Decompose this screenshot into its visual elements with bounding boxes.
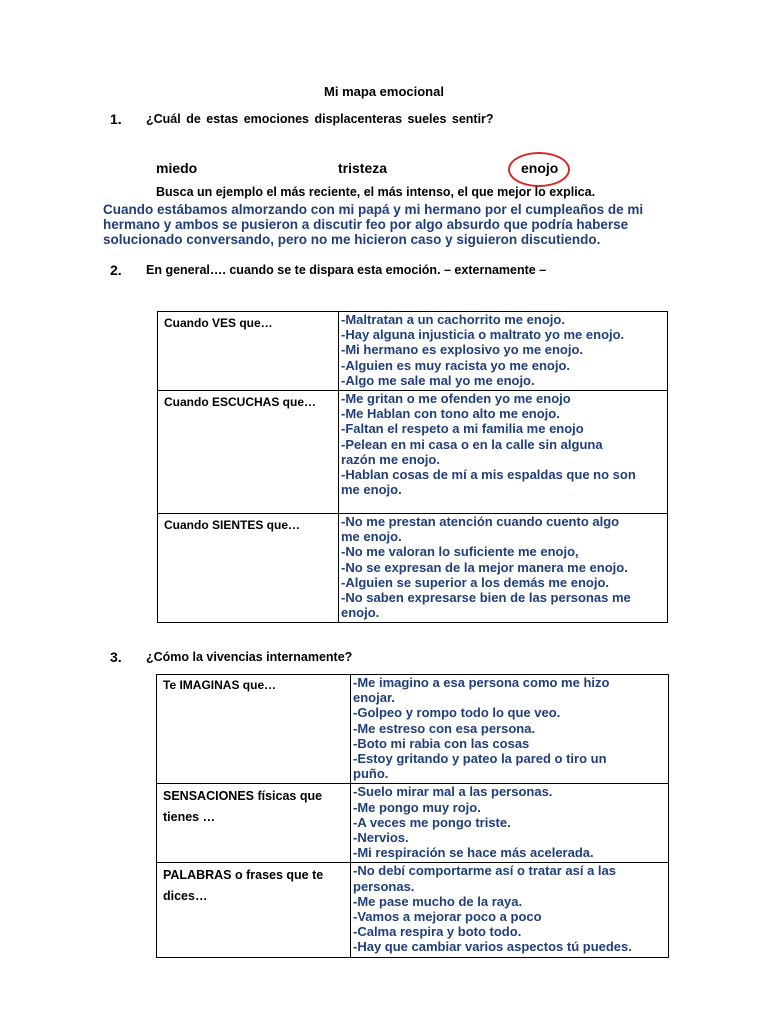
emotion-option-tristeza: tristeza [338,160,388,176]
question-1-instruction: Busca un ejemplo el más reciente, el más intenso, el que mejor lo explica. [156,185,596,199]
row-answers-ves [339,312,668,391]
answer-line: -Vamos a mejorar poco a poco [353,909,542,925]
answer-line: personas. [353,878,415,894]
row-label-line: tienes … [163,810,216,825]
answer-line: me enojo. [341,529,402,545]
answer-line: me enojo. [341,482,402,498]
emotion-option-miedo: miedo [156,160,198,176]
row-label-palabras [157,863,351,957]
question-2-text: En general…. cuando se te dispara esta emoción. – externamente – [146,263,547,277]
emotion-example-line-2: hermano y ambos se pusieron a discutir feo por algo absurdo que podría haberse [103,217,629,232]
emotion-option-enojo: enojo [521,160,559,176]
answer-line: -Me pongo muy rojo. [353,799,481,815]
answer-line: -Faltan el respeto a mi familia me enojo [341,421,584,437]
row-label-sientes: Cuando SIENTES que… [158,514,339,623]
row-answers-sensaciones [351,784,669,863]
answer-line: -Hablan cosas de mí a mis espaldas que no son [341,467,636,483]
row-label-line: SENSACIONES físicas que [163,789,323,804]
answer-line: puño. [353,766,389,782]
answer-line: -Algo me sale mal yo me enojo. [341,372,535,388]
answer-line: -Me pase mucho de la raya. [353,893,523,909]
answer-line: -A veces me pongo triste. [353,814,511,830]
row-answers-escuchas [339,391,668,514]
question-3-text: ¿Cómo la vivencias internamente? [146,650,353,664]
question-1-text: ¿Cuál de estas emociones displacenteras sueles sentir? [146,112,494,126]
answer-line: -No saben expresarse bien de las personas me [341,590,631,606]
answer-line: -Boto mi rabia con las cosas [353,735,530,751]
table-row [157,863,669,957]
answer-line: -Me imagino a esa persona como me hizo [353,675,610,690]
question-3-number: 3. [110,649,122,665]
question-1-number: 1. [110,111,122,127]
answer-line: -No se expresan de la mejor manera me enojo. [341,559,628,575]
answer-line: -Hay que cambiar varios aspectos tú puedes. [353,939,632,955]
answer-line: enojo. [341,605,380,621]
answer-line: -Alguien se superior a los demás me enojo. [341,574,610,590]
row-answers-sientes [339,514,668,623]
row-label-sensaciones [157,784,351,863]
answer-line: -Mi hermano es explosivo yo me enojo. [341,342,584,358]
row-label-line: dices… [163,889,208,904]
row-label-line: Te IMAGINAS que… [163,678,277,692]
answer-line: -Alguien es muy racista yo me enojo. [341,357,571,373]
answer-line: -Suelo mirar mal a las personas. [353,784,553,800]
row-answers-imaginas [351,675,669,784]
row-answers-palabras [351,863,669,957]
emotion-example-line-3: solucionado conversando, pero no me hicieron caso y siguieron discutiendo. [103,232,601,247]
row-label-ves: Cuando VES que… [158,312,339,391]
answer-line: enojar. [353,690,395,706]
answer-line: -No debí comportarme así o tratar así a las [353,863,616,879]
question-2-number: 2. [110,262,122,278]
answer-line: -Maltratan a un cachorrito me enojo. [341,312,565,327]
answer-line: -Golpeo y rompo todo lo que veo. [353,705,561,721]
table-row [157,784,669,863]
answer-line: -No me valoran lo suficiente me enojo, [341,544,579,560]
answer-line: -Me Hablan con tono alto me enojo. [341,406,560,422]
answer-line: -Nervios. [353,830,409,846]
answer-line: -Pelean en mi casa o en la calle sin alguna [341,436,603,452]
internal-experience-table [156,674,669,958]
answer-line: -Me estreso con esa persona. [353,720,536,736]
table-row [158,312,668,391]
row-label-imaginas [157,675,351,784]
row-label-escuchas: Cuando ESCUCHAS que… [158,391,339,514]
table-row [158,514,668,623]
row-label-line: PALABRAS o frases que te [163,868,324,883]
emotion-example-line-1: Cuando estábamos almorzando con mi papá y mi hermano por el cumpleaños de mi [103,202,644,217]
answer-line: -Mi respiración se hace más acelerada. [353,845,594,861]
answer-line: -Me gritan o me ofenden yo me enojo [341,391,571,407]
answer-line: -Calma respira y boto todo. [353,924,522,940]
answer-line: razón me enojo. [341,451,440,467]
answer-line: -Estoy gritando y pateo la pared o tiro un [353,751,607,767]
external-triggers-table [157,311,668,623]
table-row [158,391,668,514]
answer-line: -Hay alguna injusticia o maltrato yo me enojo. [341,327,625,343]
answer-line: -No me prestan atención cuando cuento algo [341,514,620,530]
page-title: Mi mapa emocional [324,84,444,99]
table-row [157,675,669,784]
